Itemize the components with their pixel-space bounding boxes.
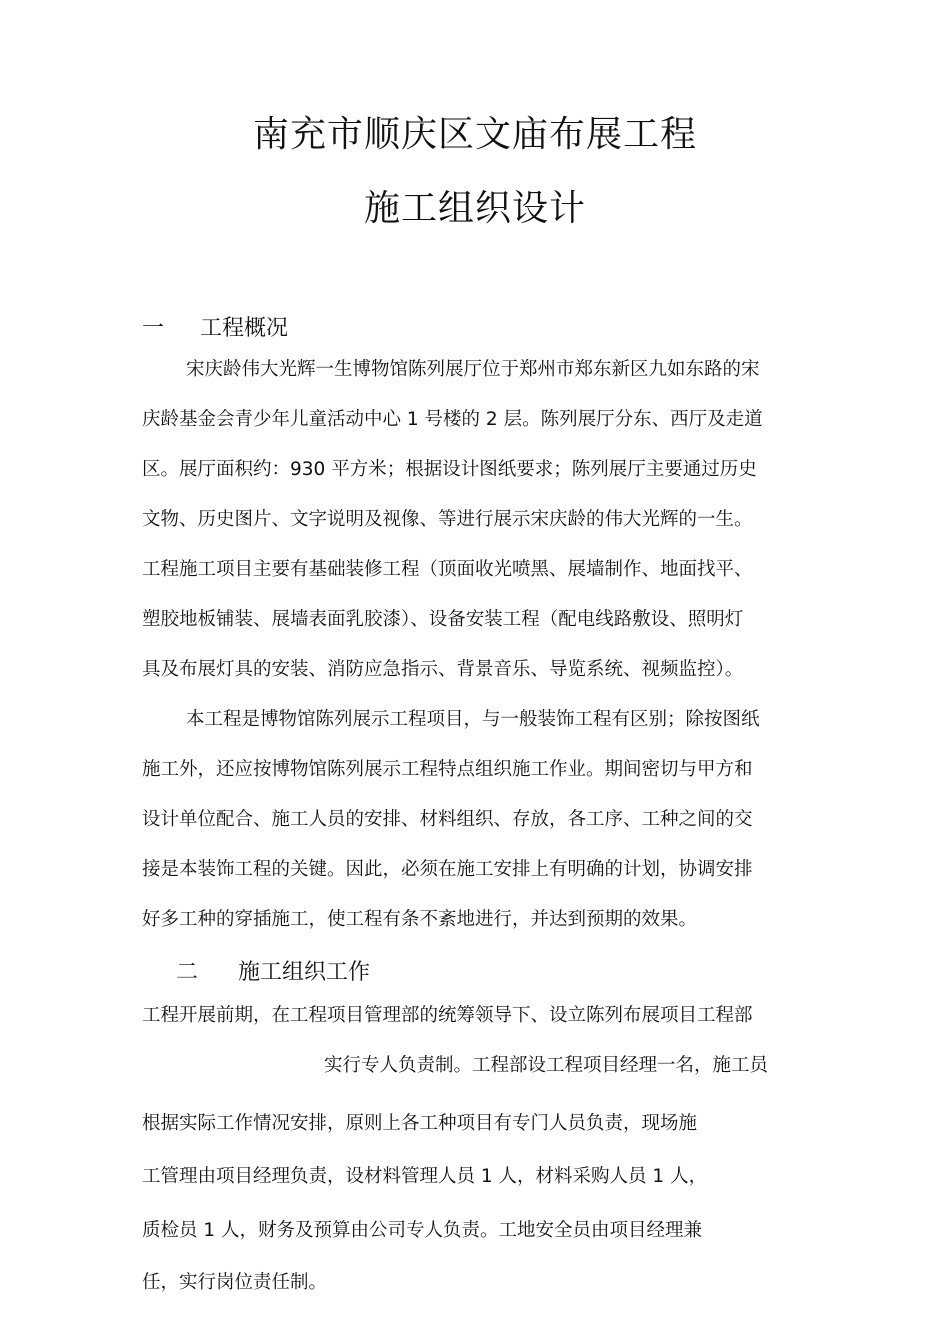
paragraph-line: 具及布展灯具的安装、消防应急指示、背景音乐、导览系统、视频监控）。 bbox=[142, 659, 744, 680]
section1-title: 工程概况 bbox=[200, 316, 289, 341]
paragraph-line: 任，实行岗位责任制。 bbox=[142, 1272, 328, 1293]
section2-heading bbox=[176, 955, 370, 986]
paragraph-line: 塑胶地板铺装、展墙表面乳胶漆）、设备安装工程（配电线路敷设、照明灯 bbox=[142, 609, 744, 630]
section2-title: 施工组织工作 bbox=[238, 960, 371, 985]
document-title-line1: 南充市顺庆区文庙布展工程 bbox=[252, 114, 697, 155]
paragraph-line: 实行专人负责制。工程部设工程项目经理一名，施工员 bbox=[324, 1055, 769, 1076]
paragraph-line: 好多工种的穿插施工，使工程有条不紊地进行，并达到预期的效果。 bbox=[142, 909, 698, 930]
paragraph-line: 施工外，还应按博物馆陈列展示工程特点组织施工作业。期间密切与甲方和 bbox=[142, 759, 753, 780]
section1-heading bbox=[142, 311, 288, 342]
paragraph-line: 区。展厅面积约：930 平方米；根据设计图纸要求；陈列展厅主要通过历史 bbox=[142, 459, 757, 480]
paragraph-line: 庆龄基金会青少年儿童活动中心 1 号楼的 2 层。陈列展厅分东、西厅及走道 bbox=[142, 409, 763, 430]
paragraph-line: 根据实际工作情况安排，原则上各工种项目有专门人员负责，现场施 bbox=[142, 1113, 698, 1134]
paragraph-line: 接是本装饰工程的关键。因此，必须在施工安排上有明确的计划，协调安排 bbox=[142, 859, 753, 880]
paragraph-line: 工程施工项目主要有基础装修工程（顶面收光喷黑、展墙制作、地面找平、 bbox=[142, 559, 753, 580]
paragraph-line: 本工程是博物馆陈列展示工程项目，与一般装饰工程有区别；除按图纸 bbox=[186, 709, 760, 730]
section1-number: 一 bbox=[142, 316, 165, 341]
paragraph-line: 设计单位配合、施工人员的安排、材料组织、存放，各工序、工种之间的交 bbox=[142, 809, 753, 830]
paragraph-line: 宋庆龄伟大光辉一生博物馆陈列展厅位于郑州市郑东新区九如东路的宋 bbox=[186, 359, 760, 380]
paragraph-line: 工程开展前期，在工程项目管理部的统筹领导下、设立陈列布展项目工程部 bbox=[142, 1005, 753, 1026]
paragraph-line: 质检员 1 人，财务及预算由公司专人负责。工地安全员由项目经理兼 bbox=[142, 1220, 703, 1241]
document-title-line2: 施工组织设计 bbox=[363, 188, 586, 229]
paragraph-line: 文物、历史图片、文字说明及视像、等进行展示宋庆龄的伟大光辉的一生。 bbox=[142, 509, 753, 530]
paragraph-line: 工管理由项目经理负责，设材料管理人员 1 人，材料采购人员 1 人， bbox=[142, 1166, 708, 1187]
section2-number: 二 bbox=[176, 960, 199, 985]
